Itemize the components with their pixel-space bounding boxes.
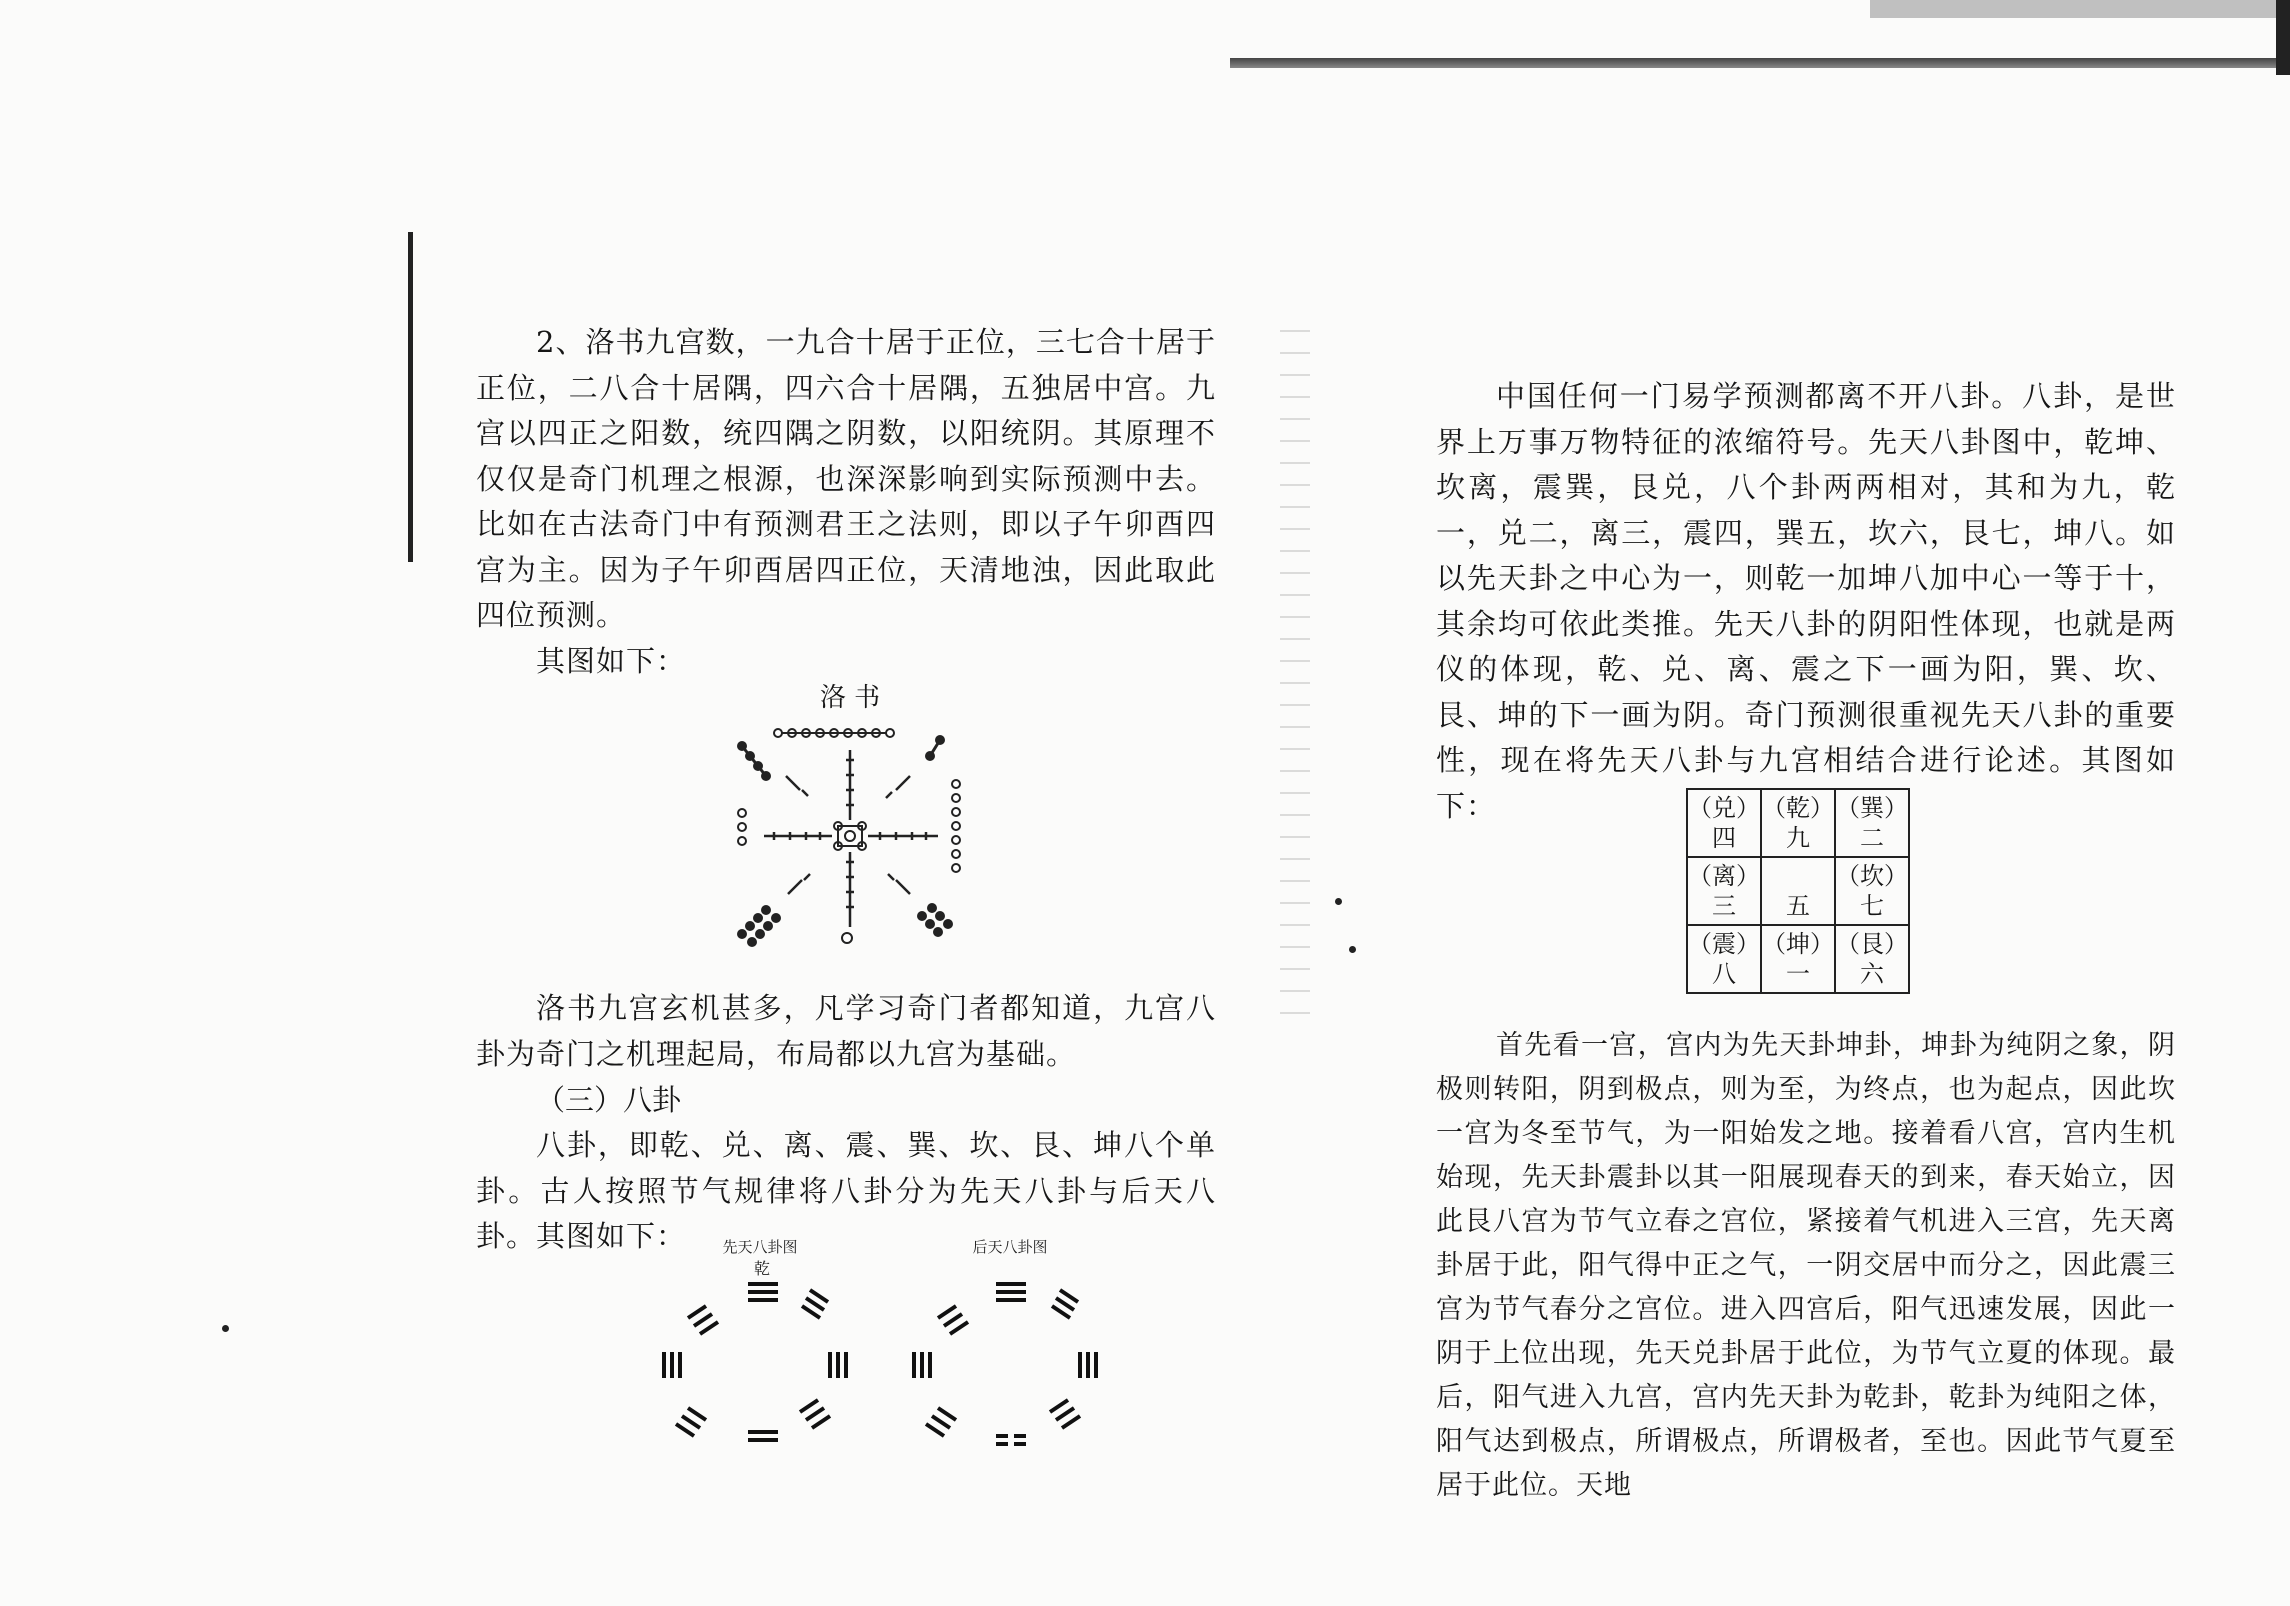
scan-edge-top-shadow	[1870, 0, 2290, 18]
scan-speck	[1335, 898, 1342, 905]
table-cell: （离） 三	[1687, 857, 1761, 925]
luoshu-explanation-paragraph: 洛书九宫玄机甚多，凡学习奇门者都知道，九宫八卦为奇门之机理起局，布局都以九宫为基础。	[476, 991, 1216, 1071]
bagua-overview-paragraph: 中国任何一门易学预测都离不开八卦。八卦，是世界上万事万物特征的浓缩符号。先天八卦图中，乾坤、坎离，震巽，艮兑，八个卦两两相对，其和为九，乾一，兑二，离三，震四，巽五，坎六，艮七，坤八。如以先天卦之中心为一，则乾一加坤八加中心一等于十，其余均可依此类推。先天八卦的阴阳性体现，也就是两仪的体现，乾、兑、离、震之下一画为阳，巽、坎、艮、坤的下一画为阴。奇门预测很重视先天八卦的重要性，现在将先天八卦与九宫相结合进行论述。其图如下：	[1436, 379, 2176, 823]
left-page	[476, 320, 1216, 684]
scan-margin-line	[408, 232, 413, 562]
xiantian-trigrams	[664, 1284, 846, 1440]
luoshu-diagram	[720, 680, 980, 960]
luoshu-figure-intro: 其图如下：	[536, 643, 687, 678]
luoshu-bottomleft-eight	[737, 905, 781, 947]
palace-detail-paragraph: 首先看一宫，宫内为先天卦坤卦，坤卦为纯阴之象，阴极则转阳，阴到极点，则为至，为终点，也为起点，因此坎一宫为冬至节气，为一阳始发之地。接着看八宫，宫内生机始现，先天卦震卦以其一阳展现春天的到来，春天始立，因此艮八宫为节气立春之宫位，紧接着气机进入三宫，先天离卦居于此，阳气得中正之气，一阴交居中而分之，因此震三宫为节气春分之宫位。进入四宫后，阳气迅速发展，因此一阴于上位出现，先天兑卦居于此位，为节气立夏的体现。最后，阳气进入九宫，宫内先天卦为乾卦，乾卦为纯阳之体，阳气达到极点，所谓极点，所谓极者，至也。因此节气夏至居于此位。天地	[1436, 1030, 2176, 1501]
luoshu-left-three	[738, 809, 746, 845]
table-row	[1687, 789, 1909, 857]
table-cell: （巽） 二	[1835, 789, 1909, 857]
xiantian-bagua-label: 先天八卦图	[722, 1238, 798, 1256]
left-page-lower	[476, 986, 1216, 1260]
luoshu-center-five	[834, 822, 866, 850]
xiantian-nine-palace-table	[1686, 788, 1910, 994]
luoshu-top-nine	[774, 729, 894, 737]
xiantian-qian-label: 乾	[753, 1259, 771, 1278]
luoshu-title: 洛 书	[819, 683, 881, 713]
table-cell: （兑） 四	[1687, 789, 1761, 857]
scan-edge-right	[2276, 0, 2290, 75]
bagua-intro-paragraph: 八卦，即乾、兑、离、震、巽、坎、艮、坤八个单卦。古人按照节气规律将八卦分为先天八卦与后天八卦。其图如下：	[476, 1128, 1216, 1253]
scan-speck	[222, 1325, 229, 1332]
table-cell: （震） 八	[1687, 925, 1761, 993]
book-gutter	[1280, 330, 1310, 1030]
luoshu-topright-two	[925, 735, 945, 761]
table-cell: （艮） 六	[1835, 925, 1909, 993]
table-cell: （乾） 九	[1761, 789, 1835, 857]
right-page-lower	[1436, 1024, 2176, 1501]
luoshu-right-seven	[952, 780, 960, 872]
table-cell: 五	[1761, 857, 1835, 925]
section-heading-bagua: （三）八卦	[536, 1083, 682, 1117]
table-cell: （坎） 七	[1835, 857, 1909, 925]
scan-speck	[1349, 946, 1356, 953]
houtian-trigrams	[914, 1284, 1096, 1444]
luoshu-bottom-one	[842, 933, 852, 943]
bagua-diagrams	[640, 1232, 1140, 1450]
scan-edge-top	[1230, 58, 2290, 68]
table-row	[1687, 857, 1909, 925]
luoshu-intro-paragraph: 2、洛书九宫数，一九合十居于正位，三七合十居于正位，二八合十居隅，四六合十居隅，五独居中宫。九宫以四正之阳数，统四隅之阴数，以阳统阴。其原理不仅仅是奇门机理之根源，也深深影响到实际预测中去。比如在古法奇门中有预测君王之法则，即以子午卯酉四宫为主。因为子午卯酉居四正位，天清地浊，因此取此四位预测。	[476, 325, 1216, 632]
houtian-bagua-label: 后天八卦图	[972, 1238, 1048, 1256]
right-page	[1436, 374, 2176, 829]
table-cell: （坤） 一	[1761, 925, 1835, 993]
luoshu-topleft-four	[737, 741, 771, 781]
luoshu-bottomright-six	[917, 903, 953, 937]
table-row	[1687, 925, 1909, 993]
